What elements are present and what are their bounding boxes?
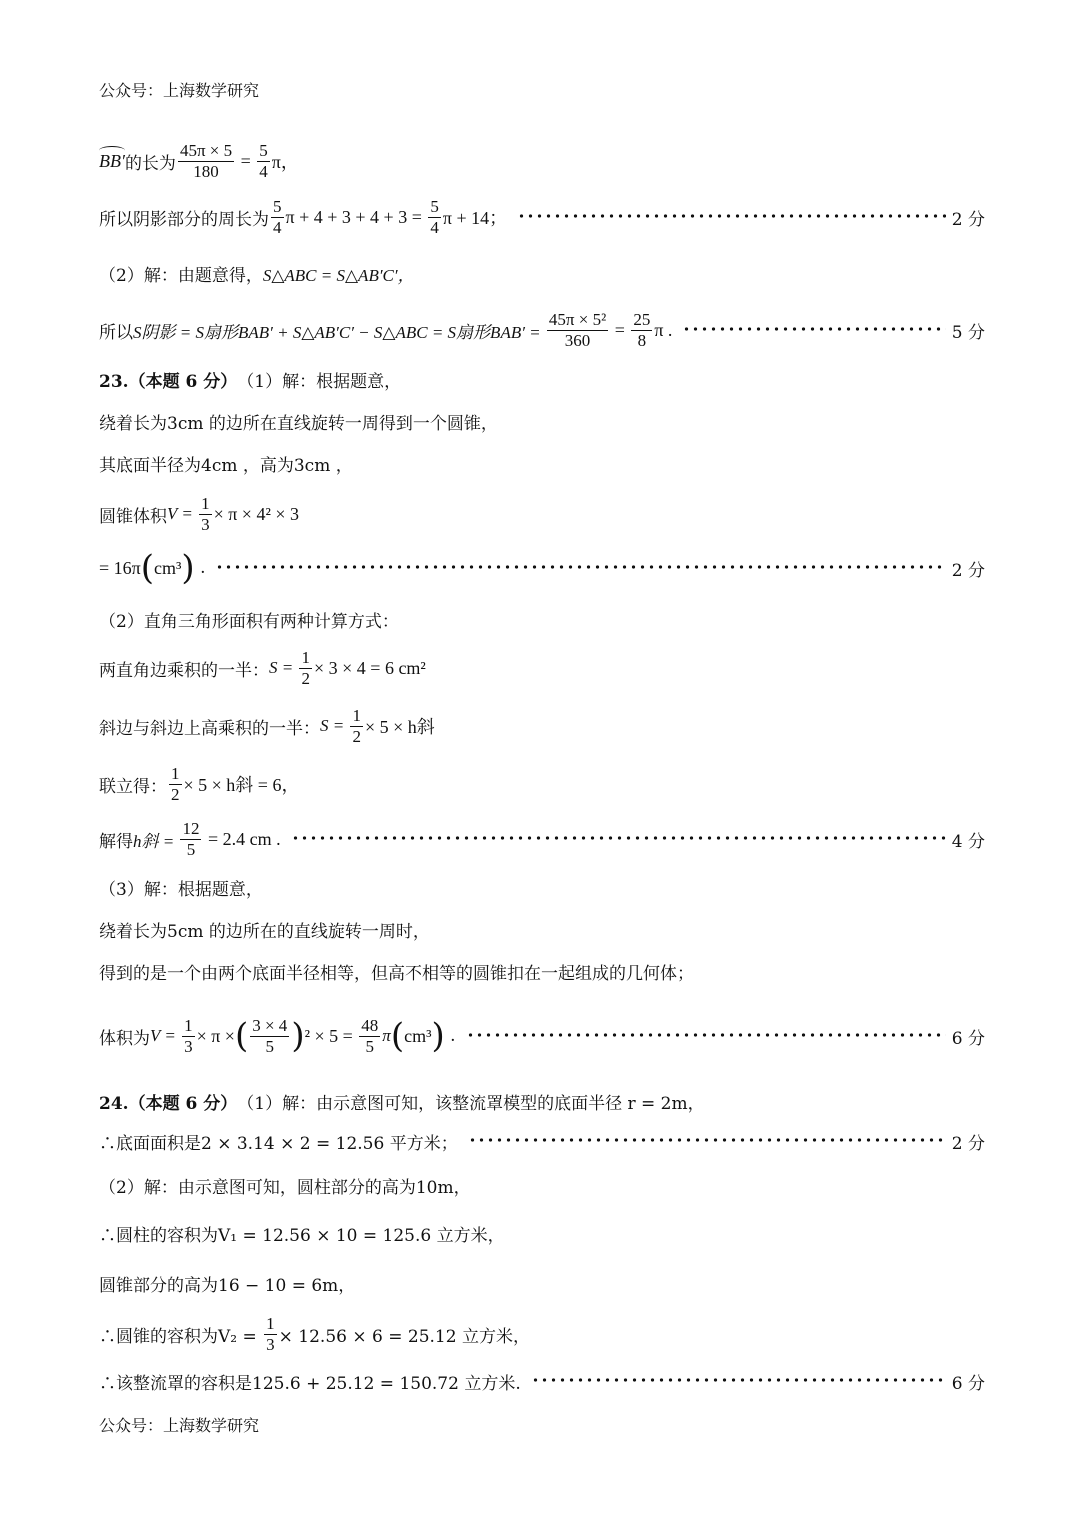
left-paren: ( <box>140 548 155 588</box>
cone-volume-line <box>99 490 985 538</box>
cone-volume-line-2 <box>99 1310 985 1358</box>
solution-text: （2）直角三角形面积有两种计算方式： <box>99 611 399 632</box>
score-label: 5 分 <box>951 322 985 343</box>
dot-leader <box>468 1135 946 1145</box>
right-paren: ) <box>431 1016 445 1056</box>
fraction: $\frac{1}{3}$ <box>184 1015 193 1056</box>
math-text: × π × <box>196 1025 235 1046</box>
unit: cm³ <box>154 557 182 578</box>
score-label: 2 分 <box>951 560 985 581</box>
question-24-heading <box>99 1086 985 1116</box>
solution-text: 得到的是一个由两个底面半径相等，但高不相等的圆锥扣在一起组成的几何体； <box>99 963 694 984</box>
dot-leader <box>215 562 945 572</box>
fraction: $\frac{1}{2}$ <box>301 647 310 688</box>
fraction: $\frac{25}{8}$ <box>633 309 651 350</box>
period: . <box>194 558 206 578</box>
cone-volume-result-line <box>99 550 985 586</box>
page-header: 公众号：上海数学研究 <box>99 81 260 100</box>
math-text: S = <box>269 658 298 677</box>
fraction: $\frac{1}{3}$ <box>201 493 210 534</box>
fraction: $\frac{\text{45π × 5²}}{360}$ <box>548 309 607 350</box>
math-text: × π × 4² × 3 <box>213 503 300 524</box>
score-label: 2 分 <box>951 1133 985 1154</box>
perimeter-line <box>99 192 985 242</box>
solution-text: 解得 <box>99 831 133 852</box>
total-volume-line <box>99 1366 985 1396</box>
score-label: 6 分 <box>951 1028 985 1049</box>
dot-leader <box>682 324 945 334</box>
arc-length-line <box>99 136 985 186</box>
solution-text: 圆锥体积 <box>99 506 167 527</box>
fraction: $\frac{1}{3}$ <box>266 1313 275 1354</box>
perimeter-text: 所以阴影部分的周长为 <box>99 209 269 230</box>
text-line <box>99 1170 985 1200</box>
fraction: $\frac{45\pi \times 5}{180}$ <box>179 140 233 181</box>
solution-text: ∴底面面积是2 × 3.14 × 2 = 12.56 平方米； <box>99 1133 458 1154</box>
dot-leader <box>531 1375 946 1385</box>
math-text: = 16π <box>99 557 141 578</box>
equals: = <box>236 150 256 171</box>
solution-text: （2）解：由示意图可知，圆柱部分的高为10m， <box>99 1177 471 1198</box>
solid-volume-line <box>99 1008 985 1064</box>
score-label: 6 分 <box>951 1373 985 1394</box>
cylinder-volume-line <box>99 1218 985 1248</box>
math-text: × 5 × h斜 = 6， <box>183 775 300 795</box>
math-text: π + 14； <box>442 208 508 228</box>
math-text: S△ABC = S△AB′C′， <box>262 265 415 285</box>
area-equality-line <box>99 256 985 290</box>
math-text: S = <box>320 716 349 735</box>
text-line <box>99 604 985 634</box>
math-text: π . <box>654 319 673 340</box>
question-23-heading <box>99 364 985 394</box>
dot-leader <box>517 211 946 221</box>
fraction: $\frac{12}{5}$ <box>182 818 200 859</box>
dot-leader <box>291 833 946 843</box>
solution-text: （1）解：由示意图可知，该整流罩模型的底面半径 r = 2m， <box>237 1093 705 1114</box>
math-text: π， <box>271 152 299 172</box>
right-paren: ) <box>291 1016 305 1056</box>
fraction: $\frac{3 \times 4}{5}$ <box>252 1015 288 1056</box>
height-result-line <box>99 814 985 864</box>
combine-line <box>99 760 985 808</box>
math-text: V = <box>167 504 198 523</box>
score-label: 2 分 <box>951 209 985 230</box>
arc-text: 的长为 <box>124 153 176 174</box>
solution-text: ∴圆柱的容积为V₁ = 12.56 × 10 = 125.6 立方米， <box>99 1225 505 1246</box>
math-text: ² × 5 = <box>304 1025 358 1046</box>
math-text: S阴影 = S扇形BAB′ + S△AB′C′ − S△ABC = S扇形BAB′ = <box>133 322 545 342</box>
left-paren: ( <box>234 1016 249 1056</box>
text-line <box>99 406 985 436</box>
equals: = <box>610 319 630 340</box>
fraction: $\frac{1}{2}$ <box>352 705 361 746</box>
right-paren: ) <box>181 548 195 588</box>
solution-text: 斜边与斜边上高乘积的一半： <box>99 718 320 739</box>
text-line <box>99 956 985 986</box>
math-text: = 2.4 cm . <box>203 828 281 849</box>
shaded-area-line <box>99 304 985 356</box>
arc-label: BB′ <box>99 150 125 171</box>
fraction: $\frac{1}{2}$ <box>171 763 180 804</box>
text-line <box>99 448 985 478</box>
text-line <box>99 914 985 944</box>
area-method-2-line <box>99 702 985 750</box>
solution-text: 圆锥部分的高为16 − 10 = 6m， <box>99 1275 356 1296</box>
solution-text: × 12.56 × 6 = 25.12 立方米， <box>278 1326 530 1347</box>
solution-text: 体积为 <box>99 1028 150 1049</box>
fraction: $\frac{5}{4}$ <box>273 196 282 237</box>
period: . <box>444 1026 456 1046</box>
cone-height-line <box>99 1268 985 1298</box>
text-line <box>99 872 985 902</box>
solution-text: （1）解：根据题意， <box>237 371 402 392</box>
math-text: π + 4 + 3 + 4 + 3 = <box>285 206 427 227</box>
math-text: V = <box>150 1026 181 1045</box>
question-number: 23.（本题 6 分） <box>99 371 238 392</box>
page-footer: 公众号：上海数学研究 <box>99 1416 260 1435</box>
math-text: × 3 × 4 = 6 cm² <box>313 657 426 678</box>
fraction: $\frac{5}{4}$ <box>259 140 268 181</box>
dot-leader <box>466 1030 946 1040</box>
solution-text: ∴该整流罩的容积是125.6 + 25.12 = 150.72 立方米. <box>99 1373 521 1394</box>
pi-symbol: π <box>382 1026 391 1045</box>
fraction: $\frac{5}{4}$ <box>430 196 439 237</box>
solution-text: ∴圆锥的容积为V₂ = <box>99 1326 263 1347</box>
score-label: 4 分 <box>951 831 985 852</box>
solution-text: 其底面半径为4cm ，高为3cm ， <box>99 455 353 476</box>
solution-text: 所以 <box>99 322 133 343</box>
solution-text: （3）解：根据题意， <box>99 879 263 900</box>
solution-text: 联立得： <box>99 776 167 797</box>
solution-text: 绕着长为3cm 的边所在直线旋转一周得到一个圆锥， <box>99 413 498 434</box>
math-text: × 5 × h斜 <box>364 717 435 737</box>
fraction: $\frac{48}{5}$ <box>361 1015 379 1056</box>
solution-text: （2）解：由题意得， <box>99 265 263 286</box>
unit: cm³ <box>404 1025 432 1046</box>
left-paren: ( <box>390 1016 405 1056</box>
solution-text: 两直角边乘积的一半： <box>99 660 269 681</box>
area-method-1-line <box>99 644 985 692</box>
solution-text: 绕着长为5cm 的边所在的直线旋转一周时， <box>99 921 430 942</box>
question-number: 24.（本题 6 分） <box>99 1093 238 1114</box>
base-area-line <box>99 1126 985 1156</box>
math-text: h斜 = <box>133 831 179 851</box>
